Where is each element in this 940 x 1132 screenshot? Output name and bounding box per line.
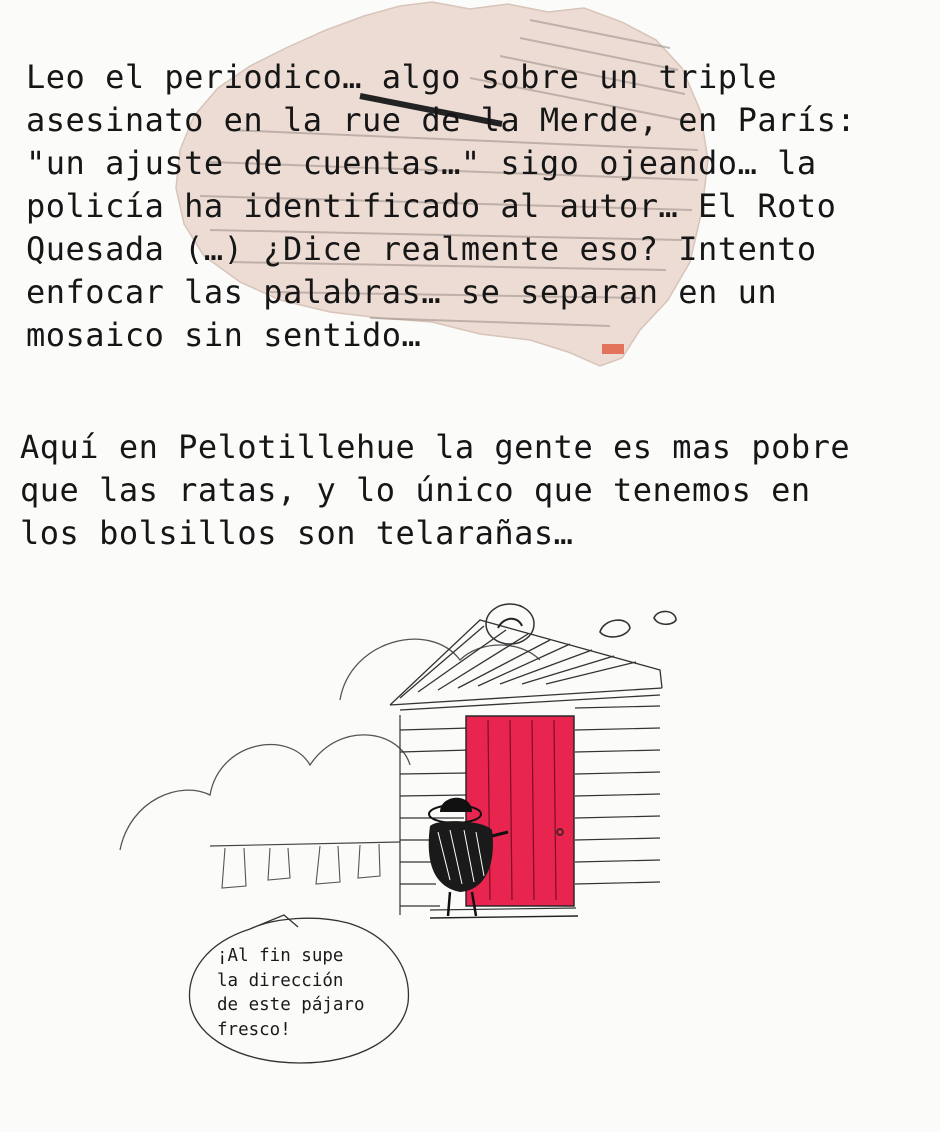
speech-bubble-text: ¡Al fin supe la dirección de este pájaro fresco! (217, 946, 365, 1040)
tree-outline-left (120, 735, 410, 850)
tree-outline-back (340, 639, 540, 700)
narration-paragraph-1: Leo el periodico… algo sobre un triple asesinato en la rue de la Merde, en París: "un ajuste de cuentas…" sigo ojeando… la policía ha identificado al autor… El Roto Quesada (…) ¿Dice realmente eso? Intento enfocar las palabras… se separan en un mosaico sin sentido… (26, 58, 857, 354)
house-illustration (100, 580, 740, 940)
house-roof (390, 620, 662, 710)
narration-paragraph-2: Aquí en Pelotillehue la gente es mas pobre que las ratas, y lo único que tenemos en los bolsillos son telarañas… (20, 428, 851, 552)
